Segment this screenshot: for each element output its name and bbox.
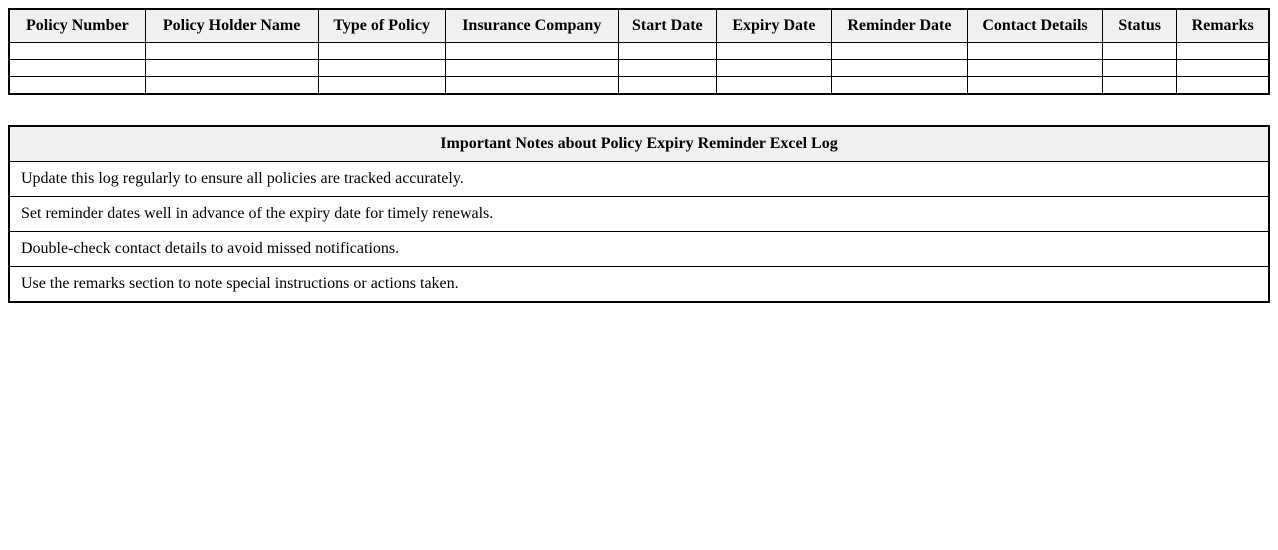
empty-cell	[318, 77, 445, 94]
empty-cell	[318, 60, 445, 77]
empty-cell	[717, 43, 832, 60]
empty-cell	[831, 77, 967, 94]
notes-table-header-row	[9, 126, 1269, 162]
empty-cell	[618, 43, 716, 60]
empty-cell	[1102, 43, 1176, 60]
empty-cell	[618, 77, 716, 94]
note-row	[9, 196, 1269, 231]
note-row	[9, 231, 1269, 266]
empty-cell	[145, 43, 318, 60]
notes-title: Important Notes about Policy Expiry Reminder Excel Log	[9, 126, 1269, 162]
empty-cell	[318, 43, 445, 60]
column-header-reminder-date: Reminder Date	[831, 9, 967, 43]
note-text: Use the remarks section to note special instructions or actions taken.	[9, 266, 1269, 302]
empty-cell	[968, 43, 1103, 60]
empty-cell	[618, 60, 716, 77]
policy-table-empty-row	[9, 43, 1269, 60]
column-header-policy-holder-name: Policy Holder Name	[145, 9, 318, 43]
empty-cell	[1177, 77, 1269, 94]
column-header-policy-number: Policy Number	[9, 9, 145, 43]
empty-cell	[1177, 43, 1269, 60]
empty-cell	[831, 60, 967, 77]
empty-cell	[968, 60, 1103, 77]
column-header-expiry-date: Expiry Date	[717, 9, 832, 43]
empty-cell	[445, 43, 618, 60]
column-header-remarks: Remarks	[1177, 9, 1269, 43]
empty-cell	[445, 77, 618, 94]
note-text: Set reminder dates well in advance of the expiry date for timely renewals.	[9, 196, 1269, 231]
empty-cell	[9, 43, 145, 60]
note-text: Update this log regularly to ensure all policies are tracked accurately.	[9, 161, 1269, 196]
column-header-start-date: Start Date	[618, 9, 716, 43]
policy-table-header-row	[9, 9, 1269, 43]
column-header-contact-details: Contact Details	[968, 9, 1103, 43]
note-text: Double-check contact details to avoid missed notifications.	[9, 231, 1269, 266]
empty-cell	[145, 60, 318, 77]
empty-cell	[1102, 60, 1176, 77]
empty-cell	[717, 60, 832, 77]
notes-table	[8, 125, 1270, 303]
empty-cell	[1102, 77, 1176, 94]
empty-cell	[145, 77, 318, 94]
empty-cell	[968, 77, 1103, 94]
policy-table-empty-row	[9, 77, 1269, 94]
policy-table-empty-row	[9, 60, 1269, 77]
column-header-status: Status	[1102, 9, 1176, 43]
empty-cell	[1177, 60, 1269, 77]
column-header-insurance-company: Insurance Company	[445, 9, 618, 43]
empty-cell	[831, 43, 967, 60]
empty-cell	[9, 60, 145, 77]
empty-cell	[445, 60, 618, 77]
empty-cell	[9, 77, 145, 94]
policy-log-table	[8, 8, 1270, 95]
note-row	[9, 266, 1269, 302]
column-header-type-of-policy: Type of Policy	[318, 9, 445, 43]
empty-cell	[717, 77, 832, 94]
note-row	[9, 161, 1269, 196]
